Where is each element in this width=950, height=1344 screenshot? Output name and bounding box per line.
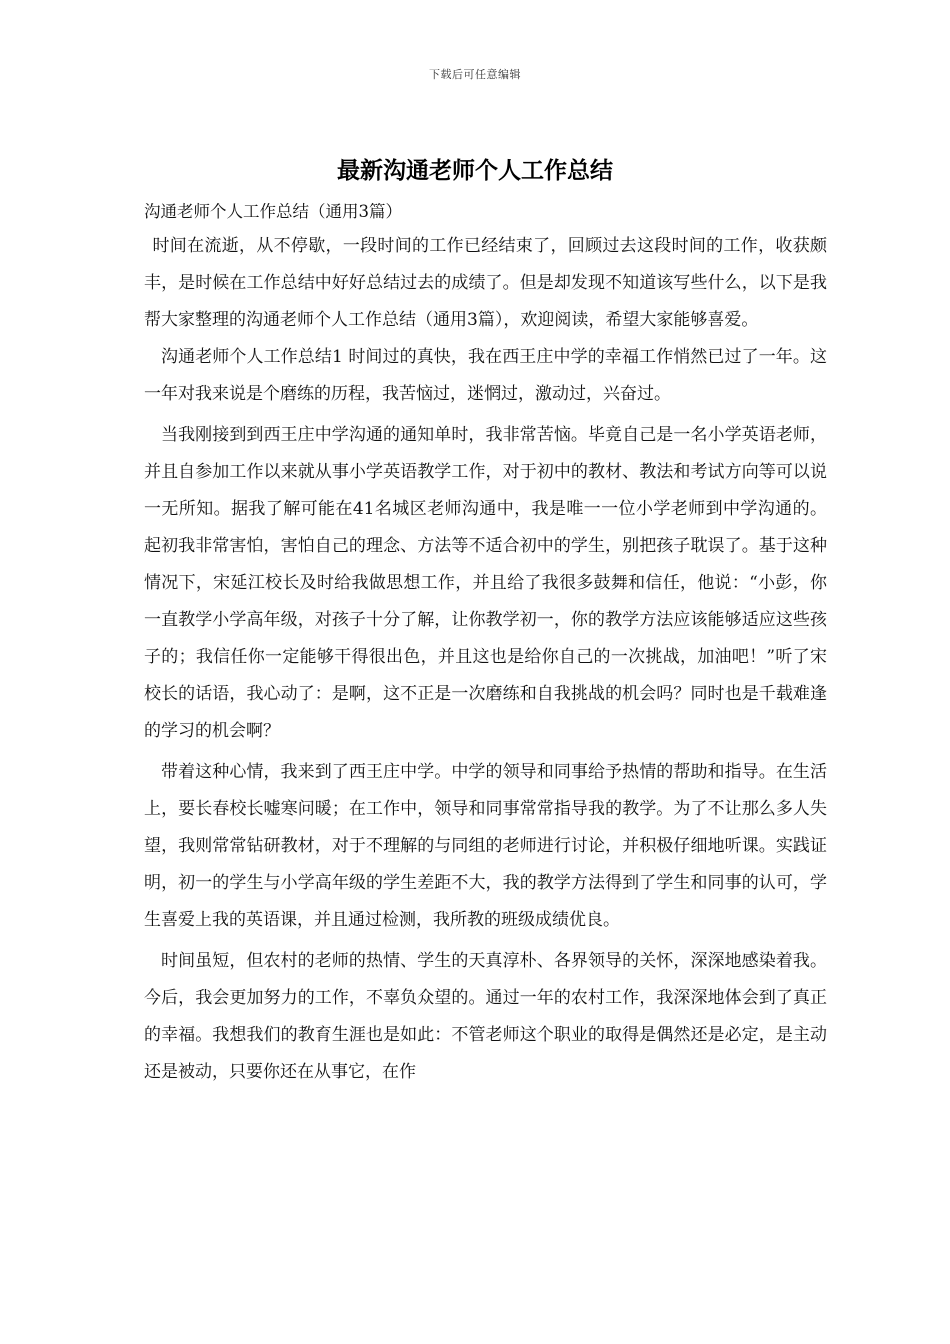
paragraph-intro: 时间在流逝，从不停歇，一段时间的工作已经结束了，回顾过去这段时间的工作，收获颇丰，是时候在工作总结中好好总结过去的成绩了。但是却发现不知道该写些什么，以下是我帮大家整理的沟通老师个人工作总结（通用3篇），欢迎阅读，希望大家能够喜爱。 — [144, 236, 827, 330]
header-note: 下载后可任意编辑 — [429, 68, 521, 81]
paragraph-body: 时间虽短，但农村的老师的热情、学生的天真淳朴、各界领导的关怀，深深地感染着我。今后，我会更加努力的工作，不辜负众望的。通过一年的农村工作，我深深地体会到了真正的幸福。我想我们的教育生涯也是如此：不管老师这个职业的取得是偶然还是必定，是主动还是被动，只要你还在从事它，在作 — [144, 951, 827, 1082]
document-title: 最新沟通老师个人工作总结 — [337, 157, 613, 184]
paragraph-summary-1: 沟通老师个人工作总结1 时间过的真快，我在西王庄中学的幸福工作悄然已过了一年。这一年对我来说是个磨练的历程，我苦恼过，迷惘过，激动过，兴奋过。 — [144, 347, 827, 404]
document-subtitle: 沟通老师个人工作总结（通用3篇） — [144, 202, 402, 221]
paragraph-body: 当我刚接到到西王庄中学沟通的通知单时，我非常苦恼。毕竟自己是一名小学英语老师，并且自参加工作以来就从事小学英语教学工作，对于初中的教材、教法和考试方向等可以说一无所知。据我了解可能在41名城区老师沟通中，我是唯一一位小学老师到中学沟通的。起初我非常害怕，害怕自己的理念、方法等不适合初中的学生，别把孩子耽误了。基于这种情况下，宋延江校长及时给我做思想工作，并且给了我很多鼓舞和信任，他说：“小彭，你一直教学小学高年级，对孩子十分了解，让你教学初一，你的教学方法应该能够适应这些孩子的；我信任你一定能够干得很出色，并且这也是给你自己的一次挑战，加油吧！”听了宋校长的话语，我心动了：是啊，这不正是一次磨练和自我挑战的机会吗？同时也是千载难逢的学习的机会啊？ — [144, 425, 827, 741]
document-body — [144, 198, 827, 1091]
paragraph-body: 带着这种心情，我来到了西王庄中学。中学的领导和同事给予热情的帮助和指导。在生活上，要长春校长嘘寒问暖；在工作中，领导和同事常常指导我的教学。为了不让那么多人失望，我则常常钻研教材，对于不理解的与同组的老师进行讨论，并积极仔细地听课。实践证明，初一的学生与小学高年级的学生差距不大，我的教学方法得到了学生和同事的认可，学生喜爱上我的英语课，并且通过检测，我所教的班级成绩优良。 — [144, 762, 827, 930]
